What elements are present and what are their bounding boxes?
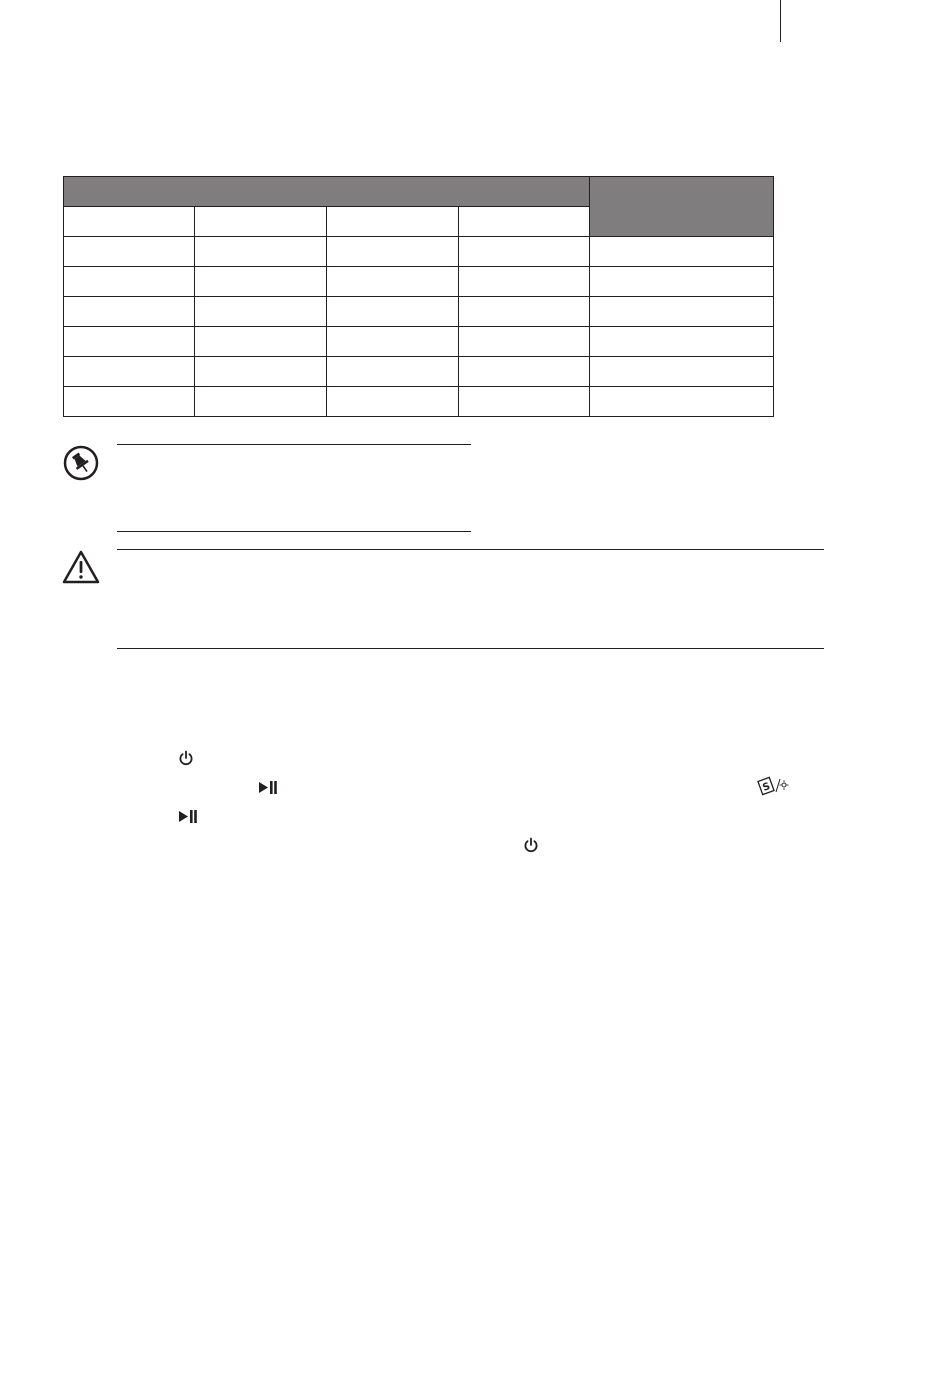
play-pause-icon <box>258 780 278 795</box>
table-cell <box>327 297 459 327</box>
spec-table <box>63 176 774 417</box>
table-cell <box>64 237 195 267</box>
table-subheader <box>459 207 590 237</box>
table-cell <box>195 297 327 327</box>
table-header-right <box>590 177 774 237</box>
table-cell <box>327 237 459 267</box>
spot-clean-mode-icon <box>757 776 791 796</box>
table-cell <box>327 267 459 297</box>
table-subheader <box>64 207 195 237</box>
table-header-group <box>64 177 590 207</box>
warning-bottom-rule <box>117 648 824 649</box>
note-bottom-rule <box>117 531 471 532</box>
table-row <box>64 387 774 417</box>
svg-text:S: S <box>761 781 772 794</box>
table-subheader <box>327 207 459 237</box>
crop-mark-top-vertical <box>780 0 781 42</box>
warning-top-rule <box>117 549 824 550</box>
table-cell <box>64 327 195 357</box>
power-icon <box>178 750 194 766</box>
table-row <box>64 327 774 357</box>
table-cell <box>195 387 327 417</box>
table-cell <box>327 387 459 417</box>
play-pause-icon <box>178 809 198 824</box>
table-cell <box>459 237 590 267</box>
crop-mark-top-horizontal <box>0 0 782 1</box>
table-cell <box>459 297 590 327</box>
table-cell <box>590 357 774 387</box>
warning-triangle-icon <box>61 549 101 585</box>
table-cell <box>459 387 590 417</box>
table-subheader <box>195 207 327 237</box>
table-row <box>64 267 774 297</box>
table-cell <box>590 297 774 327</box>
table-cell <box>64 387 195 417</box>
table-cell <box>327 327 459 357</box>
table-cell <box>590 237 774 267</box>
table-cell <box>590 327 774 357</box>
table-cell <box>195 327 327 357</box>
table-cell <box>590 267 774 297</box>
table-cell <box>459 357 590 387</box>
table-cell <box>64 267 195 297</box>
table-row <box>64 297 774 327</box>
table-row <box>64 357 774 387</box>
table-row <box>64 237 774 267</box>
table-cell <box>459 327 590 357</box>
table-cell <box>64 297 195 327</box>
table-cell <box>195 237 327 267</box>
table-cell <box>195 357 327 387</box>
table-cell <box>590 387 774 417</box>
note-top-rule <box>117 444 471 445</box>
pushpin-icon <box>63 445 99 481</box>
table-cell <box>195 267 327 297</box>
table-cell <box>64 357 195 387</box>
table-cell <box>327 357 459 387</box>
table-cell <box>459 267 590 297</box>
power-icon <box>523 837 539 853</box>
